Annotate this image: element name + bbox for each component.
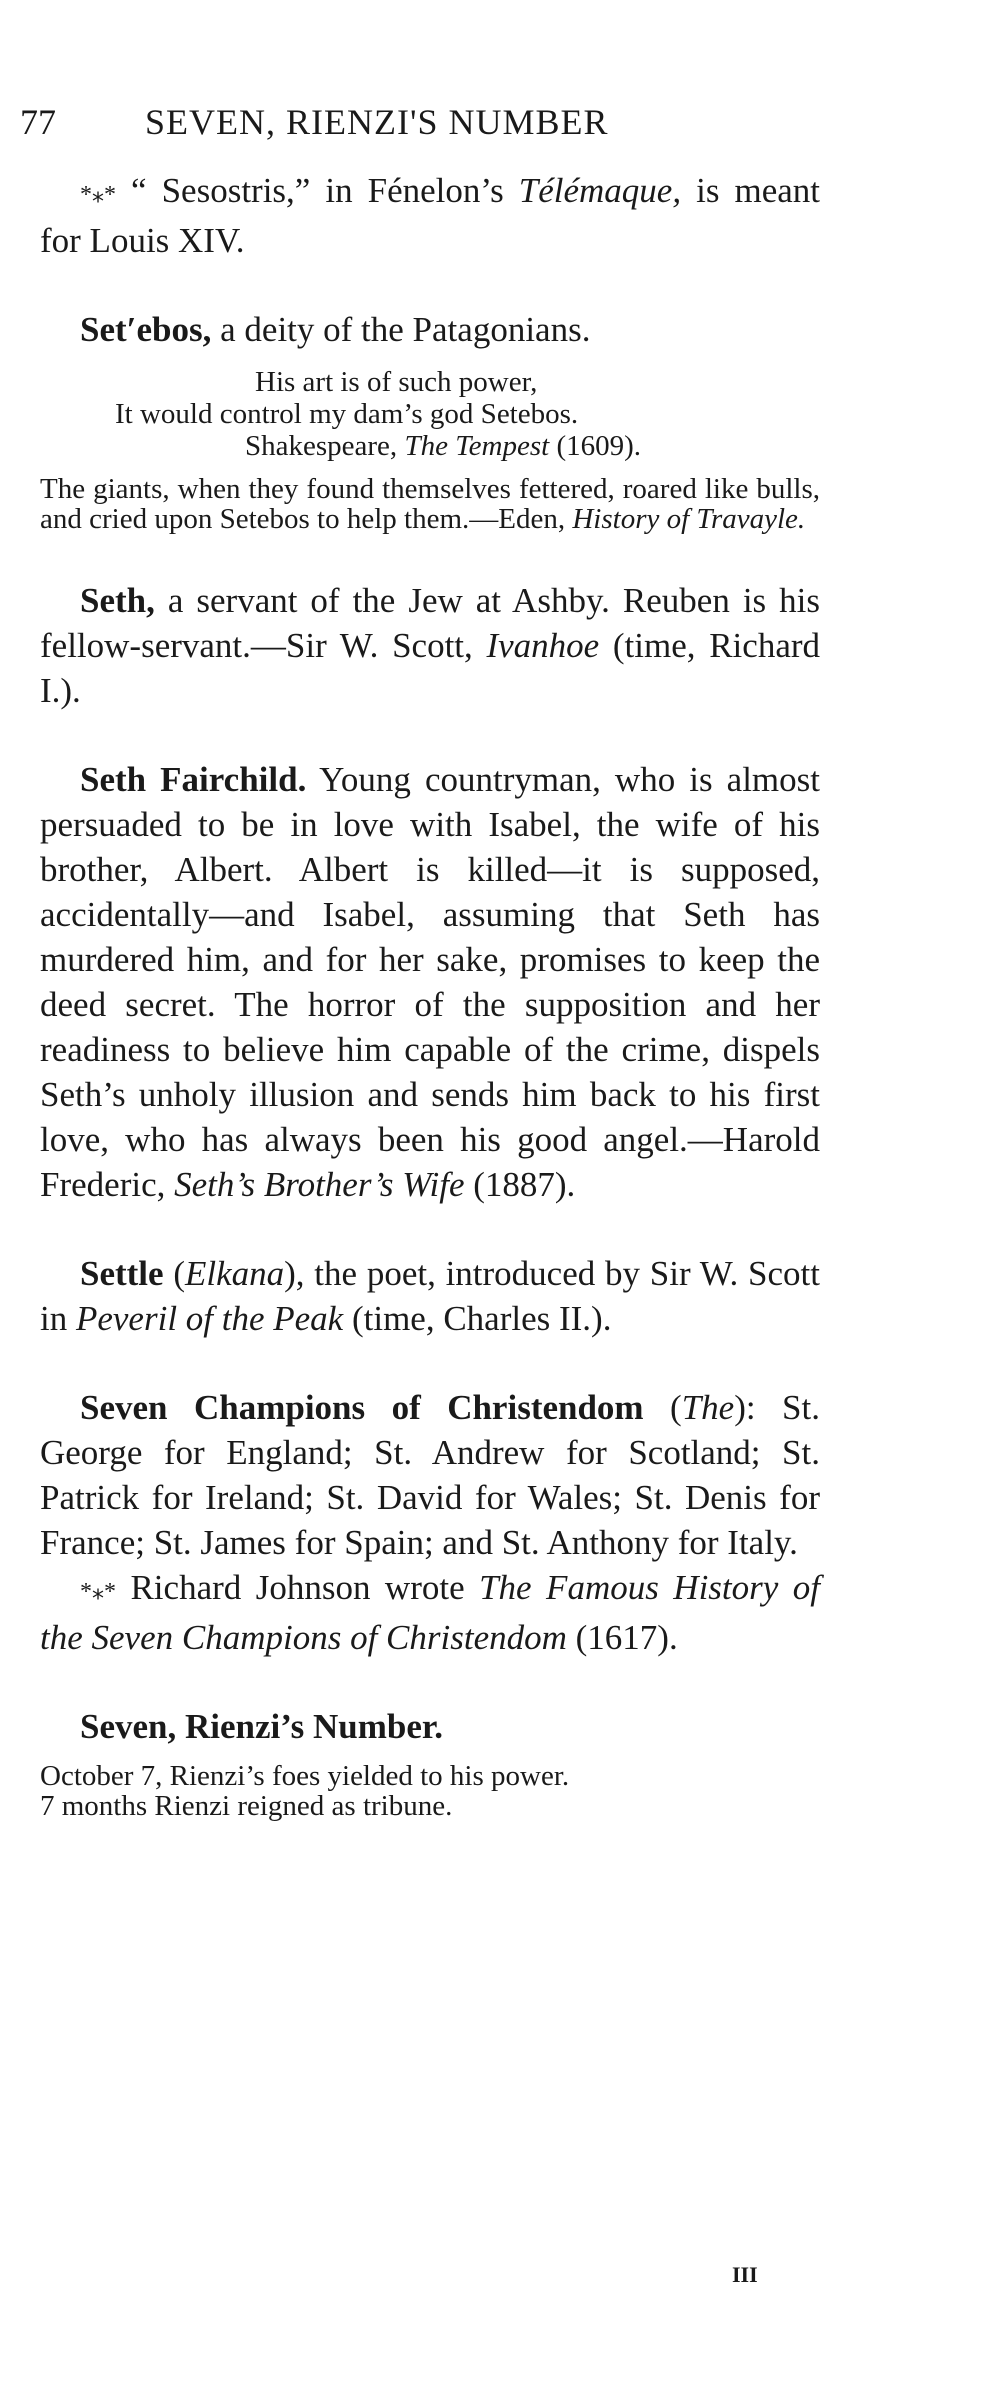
headword: Seven Champions of Christendom (80, 1388, 644, 1427)
headword: Seven, Rienzi’s Number. (80, 1707, 443, 1746)
entry-text: a deity of the Patagonians. (211, 310, 591, 349)
work-title: History of Travayle. (572, 503, 806, 535)
entry-text: (time, Richard I.). (40, 626, 821, 710)
work-title: Seth’s Brother’s Wife (174, 1165, 465, 1204)
entry-setebos (40, 307, 820, 352)
headword: Seth, (80, 581, 155, 620)
headword: Seth Fairchild. (80, 760, 307, 799)
note-text: The giants, when they found themselves fettered, roared like bulls, and cried upon Setebos to help them.—Eden, (40, 473, 820, 535)
entry-settle (40, 1251, 820, 1341)
entry-text: ), the poet, introduced by Sir W. Scott in (40, 1254, 821, 1338)
work-title: The Famous History of the Seven Champions of Christendom (40, 1568, 820, 1657)
rienzi-line: October 7, Rienzi’s foes yielded to his power. (40, 1760, 570, 1792)
page (20, 100, 821, 1822)
work-title: Télémaque, (518, 171, 682, 210)
work-title: Peveril of the Peak (75, 1299, 344, 1338)
entry-rienzi (40, 1704, 820, 1749)
signature-mark: III (732, 2262, 758, 2287)
entry-text: ( (643, 1388, 682, 1427)
entry-text: ( (163, 1254, 185, 1293)
entry-note (40, 474, 820, 534)
page-number: 77 (20, 102, 56, 142)
headword: Settle (80, 1254, 164, 1293)
verse-citation (40, 430, 820, 462)
entry-text: (1887). (464, 1165, 576, 1204)
entry-text: is meant for Louis XIV. (40, 171, 820, 260)
entry-seth (40, 578, 820, 713)
rienzi-lines (40, 1761, 820, 1821)
verse-line: It would control my dam’s god Setebos. (115, 398, 579, 430)
entry-seven-champions (40, 1385, 820, 1565)
verse-line: His art is of such power, (255, 366, 538, 398)
entry-seven-champions-note (40, 1565, 820, 1660)
running-title: SEVEN, RIENZI'S NUMBER (145, 102, 609, 142)
running-header (20, 100, 820, 150)
citation-year: (1609). (549, 430, 642, 462)
verse-quotation (40, 366, 820, 462)
work-title: The Tempest (404, 430, 550, 462)
headword: Set′ebos, (80, 310, 212, 349)
entry-text: a servant of the Jew at Ashby. Reuben is his fellow-servant.—Sir W. Scott, (40, 581, 820, 665)
entry-text: (time, Charles II.). (343, 1299, 612, 1338)
work-title: Ivanhoe (486, 626, 600, 665)
citation-author: Shakespeare, (245, 430, 405, 462)
article-the: The (681, 1388, 735, 1427)
entry-text: “ Sesostris,” in Fénelon’s (116, 171, 519, 210)
asterism-mark: *⁎* (80, 182, 116, 208)
asterism-mark: *⁎* (80, 1579, 116, 1605)
entry-text: ): St. George for England; St. Andrew for Scotland; St. Patrick for Ireland; St. David for Wales; St. Denis for France; St. James for Spain; and St. Anthony for Italy. (40, 1388, 820, 1562)
entry-seth-fairchild (40, 757, 820, 1207)
person-name: Elkana (185, 1254, 285, 1293)
entry-sesostris (40, 168, 820, 263)
note-text: Richard Johnson wrote (116, 1568, 480, 1607)
entry-text: Young countryman, who is almost persuaded to be in love with Isabel, the wife of his brother, Albert. Albert is killed—it is supposed, accidentally—and Isabel, assuming that Seth has murdered him, and for her sake, promises to keep the deed secret. The horror of the supposition and her readiness to believe him capable of the crime, dispels Seth’s unholy illusion and sends him back to his first love, who has always been his good angel.—Harold Frederic, (40, 760, 820, 1204)
rienzi-line: 7 months Rienzi reigned as tribune. (40, 1790, 453, 1822)
note-text: (1617). (566, 1618, 678, 1657)
